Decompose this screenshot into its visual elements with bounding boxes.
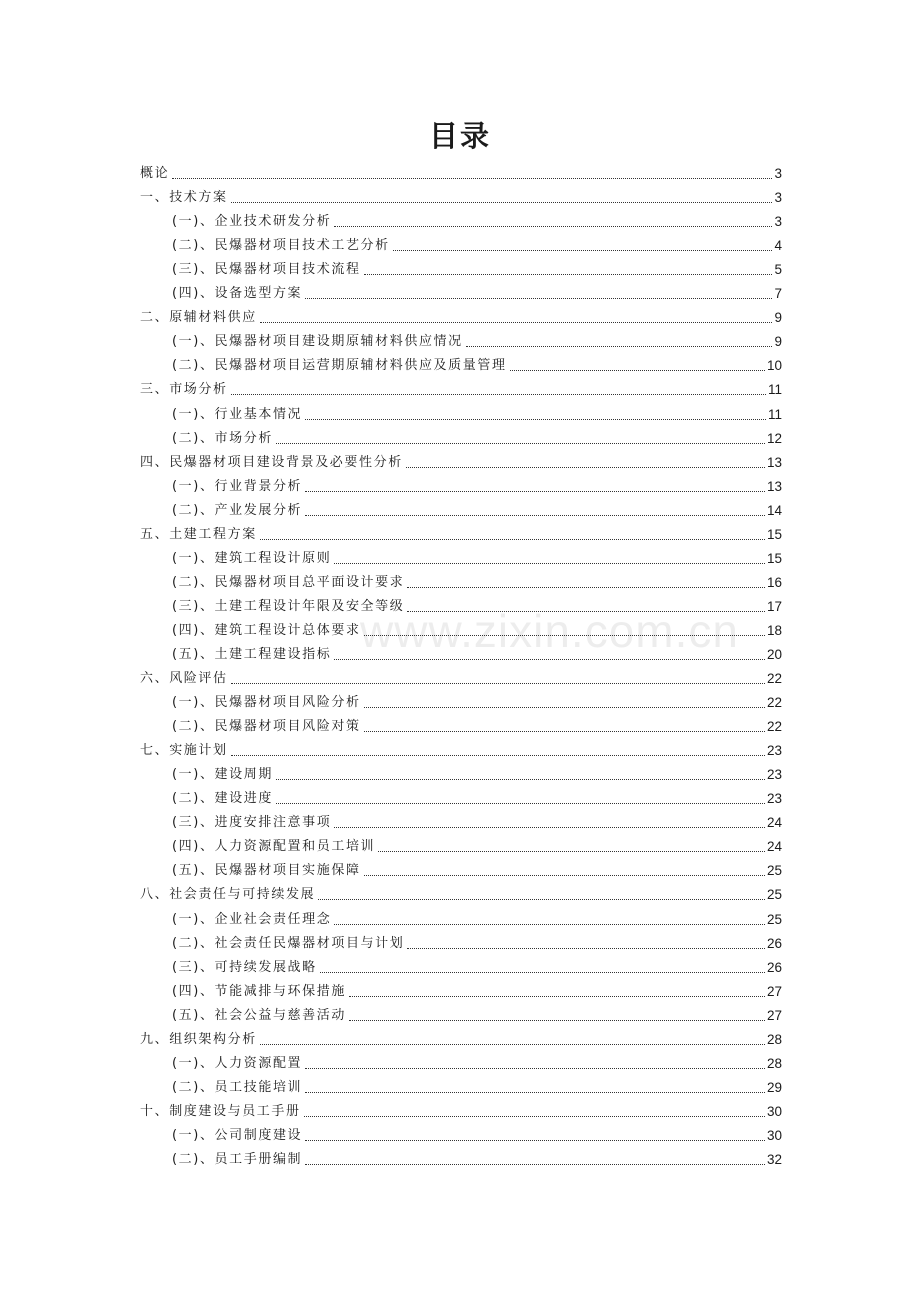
toc-entry[interactable] [140, 328, 782, 352]
toc-entry-page-number: 7 [774, 286, 782, 302]
toc-entry-page-number: 3 [774, 214, 782, 230]
toc-entry-page-number: 18 [766, 622, 782, 638]
dot-leader [378, 850, 765, 852]
toc-entry[interactable] [140, 857, 782, 881]
toc-entry[interactable] [140, 881, 782, 905]
dot-leader [231, 682, 765, 684]
toc-entry-page-number: 25 [766, 887, 782, 903]
toc-entry[interactable] [140, 809, 782, 833]
toc-entry-page-number: 13 [766, 454, 782, 470]
toc-entry-page-number: 25 [766, 911, 782, 927]
toc-entry[interactable] [140, 617, 782, 641]
dot-leader [407, 947, 765, 949]
toc-entry-page-number: 22 [766, 695, 782, 711]
toc-entry[interactable] [140, 641, 782, 665]
toc-entry-label: (三)、可持续发展战略 [172, 959, 317, 975]
toc-entry[interactable] [140, 304, 782, 328]
toc-entry-page-number: 27 [766, 1007, 782, 1023]
toc-entry-label: (一)、企业技术研发分析 [172, 214, 332, 230]
dot-leader [320, 971, 765, 973]
toc-entry[interactable] [140, 1098, 782, 1122]
toc-entry-label: 九、组织架构分析 [140, 1031, 257, 1047]
toc-entry[interactable] [140, 761, 782, 785]
toc-entry[interactable] [140, 1122, 782, 1146]
dot-leader [364, 874, 765, 876]
toc-entry-label: 三、市场分析 [140, 382, 228, 398]
toc-entry-label: 一、技术方案 [140, 190, 228, 206]
toc-entry-label: (二)、建设进度 [172, 791, 273, 807]
dot-leader [231, 201, 773, 203]
toc-entry[interactable] [140, 954, 782, 978]
toc-entry-page-number: 14 [766, 502, 782, 518]
toc-entry-page-number: 24 [766, 815, 782, 831]
toc-entry-label: (五)、土建工程建设指标 [172, 646, 332, 662]
dot-leader [407, 610, 765, 612]
toc-entry[interactable] [140, 665, 782, 689]
toc-entry-label: (二)、员工手册编制 [172, 1151, 303, 1167]
toc-entry-label: (一)、行业背景分析 [172, 478, 303, 494]
toc-entry-page-number: 12 [766, 430, 782, 446]
toc-entry-label: (三)、土建工程设计年限及安全等级 [172, 598, 405, 614]
toc-entry-label: 六、风险评估 [140, 671, 228, 687]
toc-entry-label: (一)、行业基本情况 [172, 406, 303, 422]
toc-entry[interactable] [140, 184, 782, 208]
toc-entry-page-number: 29 [766, 1079, 782, 1095]
toc-entry[interactable] [140, 1026, 782, 1050]
toc-entry[interactable] [140, 208, 782, 232]
toc-entry-page-number: 25 [766, 863, 782, 879]
toc-entry-page-number: 28 [766, 1055, 782, 1071]
toc-entry-page-number: 22 [766, 719, 782, 735]
toc-entry-label: (一)、人力资源配置 [172, 1055, 303, 1071]
toc-entry[interactable] [140, 521, 782, 545]
toc-entry-label: (一)、民爆器材项目建设期原辅材料供应情况 [172, 334, 463, 350]
toc-entry-page-number: 15 [766, 550, 782, 566]
toc-entry[interactable] [140, 713, 782, 737]
toc-entry-page-number: 17 [766, 598, 782, 614]
dot-leader [364, 730, 765, 732]
dot-leader [305, 1139, 765, 1141]
page-title: 目录 [428, 119, 491, 153]
dot-leader [172, 177, 772, 179]
toc-entry-label: (五)、民爆器材项目实施保障 [172, 863, 361, 879]
toc-entry-label: 五、土建工程方案 [140, 526, 257, 542]
dot-leader [305, 490, 765, 492]
toc-entry-label: (一)、公司制度建设 [172, 1127, 303, 1143]
toc-entry-label: (四)、设备选型方案 [172, 286, 303, 302]
toc-entry-page-number: 9 [774, 334, 782, 350]
toc-entry-page-number: 28 [766, 1031, 782, 1047]
toc-entry-page-number: 30 [766, 1127, 782, 1143]
toc-entry[interactable] [140, 737, 782, 761]
dot-leader [334, 225, 772, 227]
dot-leader [334, 562, 765, 564]
toc-entry-page-number: 9 [774, 310, 782, 326]
toc-entry[interactable] [140, 593, 782, 617]
toc-entry-label: 二、原辅材料供应 [140, 310, 257, 326]
toc-entry-label: (五)、社会公益与慈善活动 [172, 1007, 346, 1023]
dot-leader [510, 369, 765, 371]
dot-leader [305, 514, 765, 516]
toc-entry[interactable] [140, 280, 782, 304]
toc-entry-label: (四)、建筑工程设计总体要求 [172, 622, 361, 638]
toc-entry[interactable] [140, 1002, 782, 1026]
toc-entry[interactable] [140, 978, 782, 1002]
dot-leader [466, 345, 773, 347]
dot-leader [364, 706, 765, 708]
toc-entry-label: (二)、民爆器材项目风险对策 [172, 719, 361, 735]
toc-entry[interactable] [140, 569, 782, 593]
toc-entry[interactable] [140, 425, 782, 449]
dot-leader [260, 538, 765, 540]
toc-entry-label: (二)、社会责任民爆器材项目与计划 [172, 935, 405, 951]
dot-leader [305, 297, 772, 299]
table-of-contents [140, 160, 782, 1170]
dot-leader [304, 1115, 765, 1117]
dot-leader [349, 1019, 765, 1021]
toc-entry-page-number: 23 [766, 791, 782, 807]
toc-entry-page-number: 11 [767, 406, 782, 422]
toc-entry[interactable] [140, 352, 782, 376]
toc-entry-page-number: 27 [766, 983, 782, 999]
toc-entry-label: (二)、市场分析 [172, 430, 273, 446]
dot-leader [305, 1067, 765, 1069]
dot-leader [406, 466, 765, 468]
toc-entry-label: (三)、民爆器材项目技术流程 [172, 262, 361, 278]
toc-entry[interactable] [140, 497, 782, 521]
toc-entry-label: 四、民爆器材项目建设背景及必要性分析 [140, 454, 403, 470]
toc-entry-label: (二)、民爆器材项目技术工艺分析 [172, 238, 390, 254]
dot-leader [305, 418, 766, 420]
dot-leader [231, 393, 766, 395]
toc-entry-page-number: 10 [766, 358, 782, 374]
dot-leader [231, 754, 765, 756]
toc-entry-page-number: 20 [766, 646, 782, 662]
toc-entry-label: (二)、民爆器材项目运营期原辅材料供应及质量管理 [172, 358, 507, 374]
toc-entry-page-number: 32 [766, 1151, 782, 1167]
dot-leader [276, 442, 765, 444]
dot-leader [334, 923, 765, 925]
toc-entry[interactable] [140, 160, 782, 184]
toc-entry[interactable] [140, 449, 782, 473]
toc-entry-label: 十、制度建设与员工手册 [140, 1103, 301, 1119]
toc-entry-page-number: 13 [766, 478, 782, 494]
toc-entry[interactable] [140, 1050, 782, 1074]
toc-entry[interactable] [140, 905, 782, 929]
dot-leader [364, 273, 773, 275]
toc-entry[interactable] [140, 376, 782, 400]
dot-leader [260, 321, 773, 323]
toc-entry-page-number: 11 [767, 382, 782, 398]
toc-entry-label: (四)、人力资源配置和员工培训 [172, 839, 376, 855]
toc-entry[interactable] [140, 930, 782, 954]
dot-leader [276, 778, 765, 780]
toc-entry-label: (二)、产业发展分析 [172, 502, 303, 518]
toc-entry-page-number: 5 [774, 262, 782, 278]
toc-entry-label: (一)、企业社会责任理念 [172, 911, 332, 927]
toc-entry-page-number: 15 [766, 526, 782, 542]
toc-entry-label: 七、实施计划 [140, 743, 228, 759]
toc-entry-page-number: 3 [774, 190, 782, 206]
toc-entry-page-number: 22 [766, 671, 782, 687]
toc-entry[interactable] [140, 232, 782, 256]
toc-entry-label: (一)、建设周期 [172, 767, 273, 783]
dot-leader [349, 995, 765, 997]
watermark: www.zixin.com.cn [360, 605, 739, 657]
dot-leader [364, 634, 765, 636]
toc-entry-page-number: 24 [766, 839, 782, 855]
toc-entry[interactable] [140, 1146, 782, 1170]
toc-entry[interactable] [140, 689, 782, 713]
toc-entry-page-number: 26 [766, 935, 782, 951]
toc-entry-label: (二)、民爆器材项目总平面设计要求 [172, 574, 405, 590]
toc-entry-label: (一)、建筑工程设计原则 [172, 550, 332, 566]
toc-entry-label: (三)、进度安排注意事项 [172, 815, 332, 831]
toc-entry[interactable] [140, 1074, 782, 1098]
toc-entry-page-number: 23 [766, 767, 782, 783]
dot-leader [334, 826, 765, 828]
toc-entry[interactable] [140, 256, 782, 280]
toc-entry-label: (四)、节能减排与环保措施 [172, 983, 346, 999]
toc-entry-page-number: 3 [774, 166, 782, 182]
dot-leader [334, 658, 765, 660]
dot-leader [407, 586, 765, 588]
toc-entry-page-number: 26 [766, 959, 782, 975]
toc-entry[interactable] [140, 833, 782, 857]
toc-entry-label: (二)、员工技能培训 [172, 1079, 303, 1095]
dot-leader [393, 249, 773, 251]
dot-leader [260, 1043, 765, 1045]
toc-entry-page-number: 30 [766, 1103, 782, 1119]
dot-leader [318, 898, 765, 900]
toc-entry[interactable] [140, 545, 782, 569]
toc-entry-label: (一)、民爆器材项目风险分析 [172, 695, 361, 711]
dot-leader [276, 802, 765, 804]
toc-entry[interactable] [140, 785, 782, 809]
toc-entry-label: 概论 [140, 166, 170, 182]
toc-entry[interactable] [140, 400, 782, 424]
toc-entry-page-number: 16 [766, 574, 782, 590]
toc-entry[interactable] [140, 473, 782, 497]
toc-entry-page-number: 23 [766, 743, 782, 759]
dot-leader [305, 1163, 765, 1165]
dot-leader [305, 1091, 765, 1093]
toc-entry-label: 八、社会责任与可持续发展 [140, 887, 316, 903]
toc-entry-page-number: 4 [774, 238, 782, 254]
